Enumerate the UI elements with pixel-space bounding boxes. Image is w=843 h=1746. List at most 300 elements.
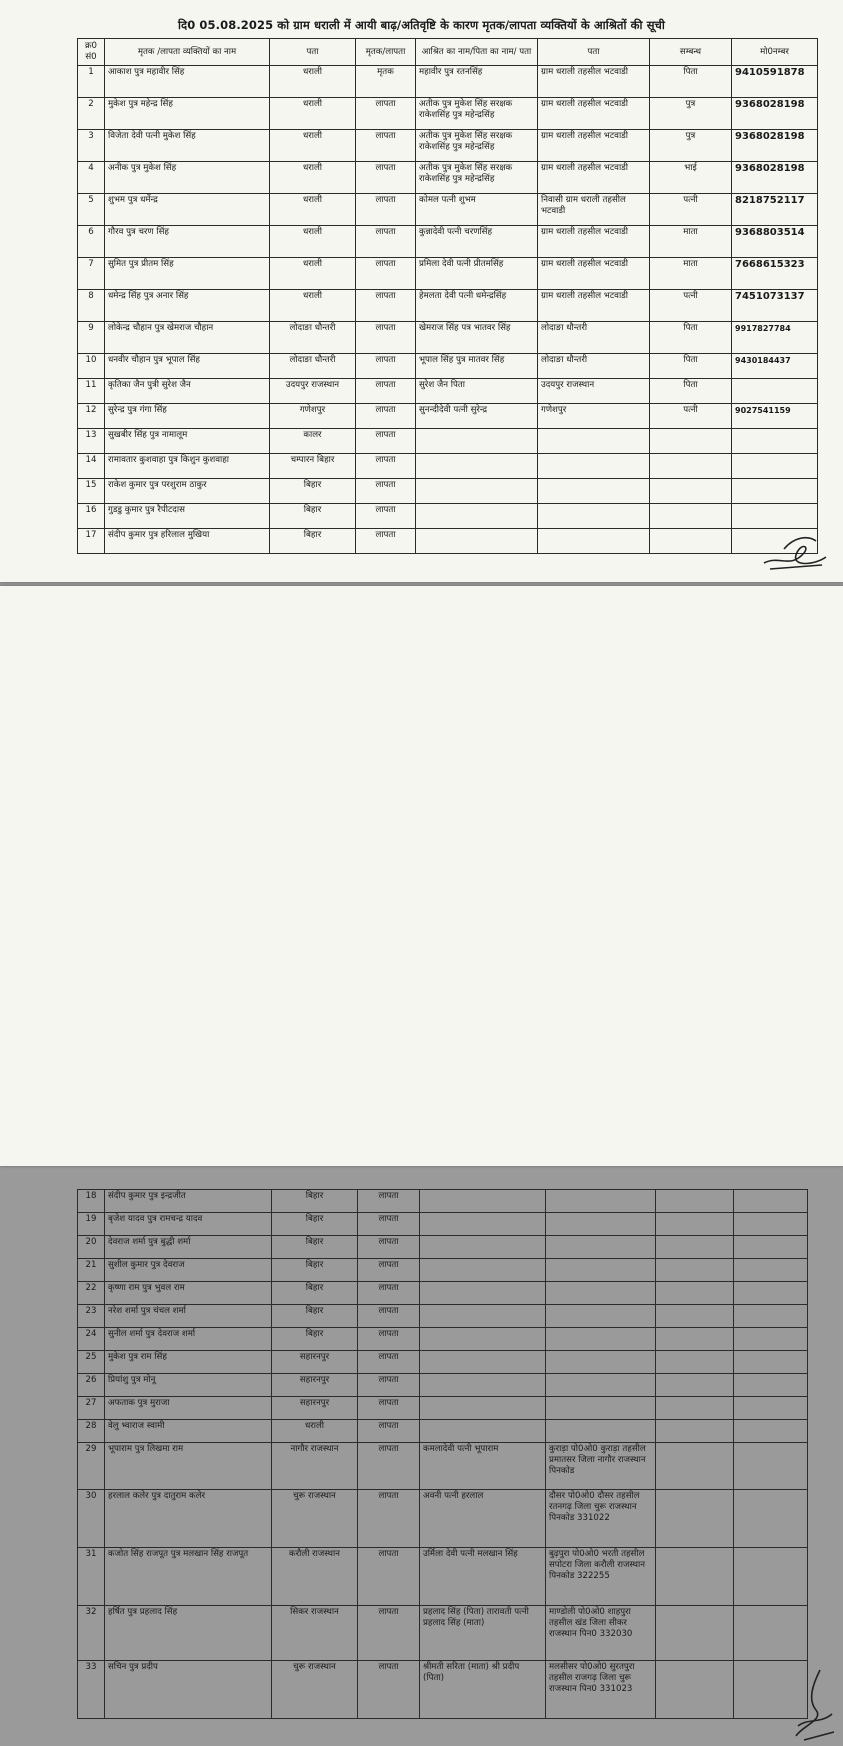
cell-name: सचिन पुत्र प्रदीप	[105, 1661, 272, 1719]
cell-address: गणेशपुर	[270, 404, 356, 429]
cell-mobile: 9917827784	[732, 322, 818, 354]
cell-status: लापता	[356, 322, 416, 354]
cell-name: रामावतार कुशवाहा पुत्र किशुन कुशवाहा	[105, 454, 270, 479]
cell-address: करौली राजस्थान	[272, 1548, 358, 1606]
cell-status: लापता	[356, 258, 416, 290]
table-row	[78, 1213, 808, 1236]
cell-dep-address	[546, 1328, 656, 1351]
cell-address: कालर	[270, 429, 356, 454]
cell-dependent	[420, 1397, 546, 1420]
cell-address: धराली	[270, 162, 356, 194]
cell-name: सुखबीर सिंह पुत्र नामालूम	[105, 429, 270, 454]
table-row	[78, 1490, 808, 1548]
cell-dep-address: निवासी ग्राम धराली तहसील भटवाडी	[538, 194, 650, 226]
cell-relation: पत्नी	[650, 404, 732, 429]
cell-dependent	[420, 1236, 546, 1259]
cell-relation	[656, 1236, 734, 1259]
cell-dep-address	[546, 1190, 656, 1213]
cell-relation	[656, 1351, 734, 1374]
cell-dep-address	[538, 479, 650, 504]
cell-dep-address	[546, 1305, 656, 1328]
cell-mobile	[734, 1490, 808, 1548]
cell-dep-address	[538, 454, 650, 479]
cell-address: बिहार	[270, 529, 356, 554]
header-status: मृतक/लापता	[356, 39, 416, 66]
header-relation: सम्बन्ध	[650, 39, 732, 66]
cell-mobile	[734, 1443, 808, 1490]
cell-dep-address: माण्डोली पो0ओ0 शाहपुरा तहसील खंड जिला सीकर राजस्थान पिन0 332030	[546, 1606, 656, 1661]
table-row	[78, 1259, 808, 1282]
cell-dep-address: ग्राम धराली तहसील भटवाडी	[538, 226, 650, 258]
cell-status: लापता	[358, 1351, 420, 1374]
cell-status: लापता	[358, 1190, 420, 1213]
cell-name: धनवीर चौहान पुत्र भूपाल सिंह	[105, 354, 270, 379]
cell-dependent: कुन्नादेवी पत्नी चरणसिंह	[416, 226, 538, 258]
cell-sno: 6	[78, 226, 105, 258]
cell-name: संदीप कुमार पुत्र हरिलाल मुखिया	[105, 529, 270, 554]
cell-address: धराली	[272, 1420, 358, 1443]
cell-status: लापता	[356, 290, 416, 322]
table-row	[78, 66, 818, 98]
cell-mobile	[734, 1213, 808, 1236]
cell-status: लापता	[358, 1236, 420, 1259]
cell-sno: 5	[78, 194, 105, 226]
cell-dependent: उर्मिला देवी पत्नी मलखान सिंह	[420, 1548, 546, 1606]
cell-mobile	[734, 1397, 808, 1420]
cell-status: लापता	[358, 1259, 420, 1282]
cell-relation	[656, 1443, 734, 1490]
cell-relation	[650, 429, 732, 454]
cell-sno: 2	[78, 98, 105, 130]
cell-sno: 21	[78, 1259, 105, 1282]
cell-sno: 28	[78, 1420, 105, 1443]
cell-dep-address: ग्राम धराली तहसील भटवाडी	[538, 258, 650, 290]
table-row	[78, 194, 818, 226]
table-row	[78, 429, 818, 454]
table-header-row	[78, 39, 818, 66]
cell-mobile: 8218752117	[732, 194, 818, 226]
cell-status: लापता	[358, 1213, 420, 1236]
table-row	[78, 162, 818, 194]
cell-relation	[656, 1328, 734, 1351]
cell-dependent	[420, 1328, 546, 1351]
cell-dependent: अतीक पुत्र मुकेश सिंह सरक्षक राकेशसिंह पुत्र महेन्द्रसिंह	[416, 98, 538, 130]
cell-status: लापता	[358, 1661, 420, 1719]
cell-status: लापता	[356, 454, 416, 479]
cell-address: चुरू राजस्थान	[272, 1490, 358, 1548]
table-row	[78, 454, 818, 479]
cell-name: लोकेन्द्र चौहान पुत्र खेमराज चौहान	[105, 322, 270, 354]
cell-dependent	[416, 529, 538, 554]
cell-dependent: खेमराज सिंह पत्र भातवर सिंह	[416, 322, 538, 354]
cell-dependent: प्रमिला देवी पत्नी प्रीतमसिंह	[416, 258, 538, 290]
table-row	[78, 290, 818, 322]
cell-dep-address	[546, 1397, 656, 1420]
table-row	[78, 1397, 808, 1420]
cell-dependent	[416, 479, 538, 504]
cell-dependent: अतीक पुत्र मुकेश सिंह सरक्षक राकेशसिंह पुत्र महेन्द्रसिंह	[416, 162, 538, 194]
cell-dependent: महावीर पुत्र रतनसिंह	[416, 66, 538, 98]
cell-address: उदयपुर राजस्थान	[270, 379, 356, 404]
cell-dep-address: कुराड़ा पो0ओ0 कुराड़ा तहसील प्रमातसर जिला नागौर राजस्थान पिनकोड	[546, 1443, 656, 1490]
cell-status: लापता	[356, 194, 416, 226]
cell-dep-address	[538, 529, 650, 554]
cell-sno: 9	[78, 322, 105, 354]
register-table-page-2	[77, 1189, 808, 1719]
cell-status: लापता	[358, 1305, 420, 1328]
cell-mobile	[732, 429, 818, 454]
cell-sno: 26	[78, 1374, 105, 1397]
cell-relation	[656, 1190, 734, 1213]
table-row	[78, 1374, 808, 1397]
table-row	[78, 1282, 808, 1305]
cell-dep-address	[546, 1351, 656, 1374]
cell-mobile: 9027541159	[732, 404, 818, 429]
cell-relation: माता	[650, 258, 732, 290]
cell-name: बृजेश यादव पुत्र रामचन्द्र यादव	[105, 1213, 272, 1236]
cell-mobile	[734, 1328, 808, 1351]
cell-name: मुकेश पुत्र महेन्द्र सिंह	[105, 98, 270, 130]
cell-dependent: सुनन्दीदेवी पत्नी सुरेन्द्र	[416, 404, 538, 429]
cell-dep-address: लोदाङा धौन्तरी	[538, 354, 650, 379]
cell-relation	[656, 1490, 734, 1548]
cell-address: सिकर राजस्थान	[272, 1606, 358, 1661]
cell-dependent: अतीक पुत्र मुकेश सिंह सरक्षक राकेशसिंह पुत्र महेन्द्रसिंह	[416, 130, 538, 162]
cell-dep-address	[546, 1420, 656, 1443]
cell-address: चम्पारन बिहार	[270, 454, 356, 479]
cell-mobile: 9368803514	[732, 226, 818, 258]
cell-name: सुमित पुत्र प्रीतम सिंह	[105, 258, 270, 290]
cell-relation	[650, 479, 732, 504]
table-row	[78, 258, 818, 290]
cell-sno: 3	[78, 130, 105, 162]
cell-sno: 20	[78, 1236, 105, 1259]
cell-dep-address: ग्राम धराली तहसील भटवाडी	[538, 162, 650, 194]
cell-relation	[656, 1661, 734, 1719]
cell-mobile: 7451073137	[732, 290, 818, 322]
cell-status: लापता	[358, 1490, 420, 1548]
cell-name: विजेता देवी पत्नी मुकेश सिंह	[105, 130, 270, 162]
cell-status: लापता	[356, 354, 416, 379]
cell-dependent	[420, 1420, 546, 1443]
table-row	[78, 1351, 808, 1374]
cell-sno: 11	[78, 379, 105, 404]
cell-address: धराली	[270, 194, 356, 226]
header-sno: क्र0 सं0	[78, 39, 105, 66]
table-row	[78, 98, 818, 130]
cell-relation	[656, 1606, 734, 1661]
cell-dep-address: ग्राम धराली तहसील भटवाडी	[538, 66, 650, 98]
cell-relation	[656, 1397, 734, 1420]
cell-address: बिहार	[272, 1213, 358, 1236]
cell-mobile	[732, 479, 818, 504]
cell-dependent	[420, 1374, 546, 1397]
cell-status: लापता	[356, 404, 416, 429]
table-row	[78, 1190, 808, 1213]
table-row	[78, 529, 818, 554]
cell-status: लापता	[356, 429, 416, 454]
cell-mobile: 9430184437	[732, 354, 818, 379]
cell-dep-address	[538, 504, 650, 529]
cell-mobile: 9368028198	[732, 98, 818, 130]
cell-dep-address: लोदाङा धौन्तरी	[538, 322, 650, 354]
cell-dependent: सुरेश जैन पिता	[416, 379, 538, 404]
cell-dependent: भूपाल सिंह पुत्र मातवर सिंह	[416, 354, 538, 379]
cell-dependent	[416, 454, 538, 479]
cell-relation	[656, 1213, 734, 1236]
cell-relation: पिता	[650, 379, 732, 404]
cell-status: लापता	[358, 1420, 420, 1443]
cell-dep-address: बुढ़पुरा पो0ओ0 भरती तहसील सपोटरा जिला करौली राजस्थान पिनकोड 322255	[546, 1548, 656, 1606]
cell-name: मुकेश पुत्र राम सिंह	[105, 1351, 272, 1374]
cell-mobile	[734, 1305, 808, 1328]
cell-name: नरेश शर्मा पुत्र चंचल शर्मा	[105, 1305, 272, 1328]
cell-name: आकाश पुत्र महावीर सिंह	[105, 66, 270, 98]
cell-dependent: हेमलता देवी पत्नी धमेन्द्रसिंह	[416, 290, 538, 322]
cell-relation: पत्नी	[650, 290, 732, 322]
cell-sno: 15	[78, 479, 105, 504]
table-row	[78, 1420, 808, 1443]
table-row	[78, 379, 818, 404]
cell-sno: 29	[78, 1443, 105, 1490]
cell-address: बिहार	[272, 1236, 358, 1259]
cell-name: संदीप कुमार पुत्र इन्द्रजीत	[105, 1190, 272, 1213]
cell-relation	[656, 1305, 734, 1328]
cell-sno: 27	[78, 1397, 105, 1420]
cell-dep-address: गणेशपुर	[538, 404, 650, 429]
cell-name: वेलु भ्वाराज स्वामी	[105, 1420, 272, 1443]
cell-relation	[656, 1282, 734, 1305]
cell-address: लोदाङा धौन्तरी	[270, 322, 356, 354]
cell-dep-address	[538, 429, 650, 454]
cell-sno: 24	[78, 1328, 105, 1351]
cell-mobile: 9368028198	[732, 162, 818, 194]
cell-address: बिहार	[272, 1328, 358, 1351]
cell-name: देवराज शर्मा पुत्र बुद्धी शर्मा	[105, 1236, 272, 1259]
signature-mark	[760, 525, 830, 575]
cell-address: सहारनपुर	[272, 1374, 358, 1397]
cell-status: लापता	[358, 1374, 420, 1397]
table-row	[78, 1548, 808, 1606]
cell-address: धराली	[270, 130, 356, 162]
cell-status: लापता	[356, 162, 416, 194]
cell-dependent	[420, 1259, 546, 1282]
cell-dep-address	[546, 1282, 656, 1305]
cell-mobile: 7668615323	[732, 258, 818, 290]
cell-status: मृतक	[356, 66, 416, 98]
cell-name: शुभम पुत्र धर्मेन्द्र	[105, 194, 270, 226]
cell-relation: पत्नी	[650, 194, 732, 226]
cell-address: बिहार	[272, 1259, 358, 1282]
cell-sno: 10	[78, 354, 105, 379]
document-title: दि0 05.08.2025 को ग्राम धराली में आयी बाढ़/अतिवृष्टि के कारण मृतक/लापता व्यक्तियों के आश्रितों की सूची	[178, 18, 665, 32]
cell-sno: 33	[78, 1661, 105, 1719]
cell-relation	[656, 1374, 734, 1397]
table-row	[78, 322, 818, 354]
cell-address: सहारनपुर	[272, 1351, 358, 1374]
cell-dep-address	[546, 1259, 656, 1282]
cell-sno: 4	[78, 162, 105, 194]
cell-dependent: कमलादेवी पत्नी भूपाराम	[420, 1443, 546, 1490]
cell-address: सहारनपुर	[272, 1397, 358, 1420]
cell-mobile	[732, 379, 818, 404]
cell-sno: 23	[78, 1305, 105, 1328]
cell-mobile	[734, 1282, 808, 1305]
cell-name: सुशील कुमार पुत्र देवराज	[105, 1259, 272, 1282]
cell-mobile	[734, 1190, 808, 1213]
cell-relation	[650, 504, 732, 529]
cell-status: लापता	[356, 479, 416, 504]
register-table-page-1	[77, 38, 818, 554]
header-dep-address: पता	[538, 39, 650, 66]
cell-name: अफताक पुत्र मुराजा	[105, 1397, 272, 1420]
cell-sno: 7	[78, 258, 105, 290]
table-row	[78, 354, 818, 379]
header-dependent: आश्रित का नाम/पिता का नाम/ पता	[416, 39, 538, 66]
cell-status: लापता	[358, 1328, 420, 1351]
cell-dependent: कोमल पत्नी शुभम	[416, 194, 538, 226]
cell-address: नागौर राजस्थान	[272, 1443, 358, 1490]
cell-name: अनीक पुत्र मुकेश सिंह	[105, 162, 270, 194]
cell-status: लापता	[356, 98, 416, 130]
table-row	[78, 404, 818, 429]
cell-mobile	[734, 1420, 808, 1443]
cell-relation: पुत्र	[650, 130, 732, 162]
cell-address: धराली	[270, 66, 356, 98]
cell-sno: 12	[78, 404, 105, 429]
cell-address: बिहार	[272, 1282, 358, 1305]
cell-dependent: श्रीमती सरिता (माता) श्री प्रदीप (पिता)	[420, 1661, 546, 1719]
cell-sno: 18	[78, 1190, 105, 1213]
cell-relation: पिता	[650, 322, 732, 354]
cell-sno: 16	[78, 504, 105, 529]
cell-name: हरलाल कलेर पुत्र दातुराम कलेर	[105, 1490, 272, 1548]
cell-name: गुडडु कुमार पुत्र रैपीटदास	[105, 504, 270, 529]
table-row	[78, 504, 818, 529]
cell-dep-address: उदयपुर राजस्थान	[538, 379, 650, 404]
cell-dep-address: ग्राम धराली तहसील भटवाडी	[538, 290, 650, 322]
cell-status: लापता	[358, 1548, 420, 1606]
cell-name: धमेन्द्र सिंह पुत्र अनार सिंह	[105, 290, 270, 322]
cell-status: लापता	[358, 1282, 420, 1305]
header-name: मृतक /लापता व्यक्तियों का नाम	[105, 39, 270, 66]
cell-relation: पिता	[650, 66, 732, 98]
table-row	[78, 479, 818, 504]
cell-name: प्रियांशु पुत्र मोनू	[105, 1374, 272, 1397]
cell-sno: 17	[78, 529, 105, 554]
cell-status: लापता	[358, 1606, 420, 1661]
signature-mark	[790, 1666, 840, 1746]
cell-dependent	[420, 1351, 546, 1374]
cell-sno: 19	[78, 1213, 105, 1236]
cell-status: लापता	[356, 529, 416, 554]
cell-relation	[656, 1420, 734, 1443]
cell-mobile	[734, 1606, 808, 1661]
cell-name: भूपाराम पुत्र लिखमा राम	[105, 1443, 272, 1490]
cell-address: बिहार	[272, 1305, 358, 1328]
cell-sno: 31	[78, 1548, 105, 1606]
cell-status: लापता	[356, 504, 416, 529]
cell-dep-address	[546, 1213, 656, 1236]
cell-status: लापता	[356, 130, 416, 162]
cell-dep-address: दौसर पो0ओ0 दौसर तहसील रतनगढ़ जिला चुरू राजस्थान पिनकोड 331022	[546, 1490, 656, 1548]
cell-relation: भाई	[650, 162, 732, 194]
cell-sno: 25	[78, 1351, 105, 1374]
cell-address: बिहार	[270, 479, 356, 504]
cell-relation	[656, 1259, 734, 1282]
cell-sno: 14	[78, 454, 105, 479]
header-mobile: मो0नम्बर	[732, 39, 818, 66]
cell-name: कृतिका जैन पुत्री सुरेश जैन	[105, 379, 270, 404]
table-row	[78, 1236, 808, 1259]
cell-mobile: 9368028198	[732, 130, 818, 162]
cell-name: सुनील शर्मा पुत्र देवराज शर्मा	[105, 1328, 272, 1351]
cell-status: लापता	[358, 1397, 420, 1420]
header-address: पता	[270, 39, 356, 66]
cell-relation: पुत्र	[650, 98, 732, 130]
document-page-2	[0, 586, 843, 1694]
cell-sno: 13	[78, 429, 105, 454]
cell-dependent	[416, 504, 538, 529]
cell-status: लापता	[356, 226, 416, 258]
cell-address: धराली	[270, 290, 356, 322]
cell-dep-address	[546, 1236, 656, 1259]
table-row	[78, 1305, 808, 1328]
cell-relation: पिता	[650, 354, 732, 379]
cell-mobile: 9410591878	[732, 66, 818, 98]
cell-address: लोदाङा धौन्तरी	[270, 354, 356, 379]
cell-address: बिहार	[270, 504, 356, 529]
cell-sno: 1	[78, 66, 105, 98]
cell-dependent: अवनी पत्नी हरलाल	[420, 1490, 546, 1548]
cell-dep-address: ग्राम धराली तहसील भटवाडी	[538, 98, 650, 130]
cell-relation	[650, 529, 732, 554]
cell-dependent	[416, 429, 538, 454]
cell-dependent	[420, 1282, 546, 1305]
cell-dep-address: मलसीसर पो0ओ0 सुरतपुरा तहसील राजगढ़ जिला चुरू राजस्थान पिन0 331023	[546, 1661, 656, 1719]
cell-address: धराली	[270, 258, 356, 290]
cell-sno: 30	[78, 1490, 105, 1548]
table-row	[78, 1328, 808, 1351]
cell-mobile	[734, 1351, 808, 1374]
cell-dependent	[420, 1305, 546, 1328]
table-row	[78, 226, 818, 258]
cell-sno: 22	[78, 1282, 105, 1305]
cell-name: राकेश कुमार पुत्र परशुराम ठाकुर	[105, 479, 270, 504]
table-row	[78, 1606, 808, 1661]
table-row	[78, 1443, 808, 1490]
cell-relation	[650, 454, 732, 479]
cell-name: कजोत सिंह राजपूत पुत्र मलखान सिंह राजपूत	[105, 1548, 272, 1606]
cell-relation: माता	[650, 226, 732, 258]
cell-mobile	[734, 1374, 808, 1397]
cell-name: गौरव पुत्र चरण सिंह	[105, 226, 270, 258]
cell-address: बिहार	[272, 1190, 358, 1213]
cell-mobile	[734, 1548, 808, 1606]
cell-dependent: प्रहलाद सिंह (पिता) तारावती पत्नी प्रहलाद सिंह (माता)	[420, 1606, 546, 1661]
cell-dep-address: ग्राम धराली तहसील भटवाडी	[538, 130, 650, 162]
cell-address: चुरू राजस्थान	[272, 1661, 358, 1719]
cell-address: धराली	[270, 226, 356, 258]
cell-dependent	[420, 1190, 546, 1213]
cell-name: हर्षित पुत्र प्रहलाद सिंह	[105, 1606, 272, 1661]
document-page-1	[0, 0, 843, 582]
cell-status: लापता	[358, 1443, 420, 1490]
cell-sno: 8	[78, 290, 105, 322]
cell-dependent	[420, 1213, 546, 1236]
table-row	[78, 130, 818, 162]
table-row	[78, 1661, 808, 1719]
